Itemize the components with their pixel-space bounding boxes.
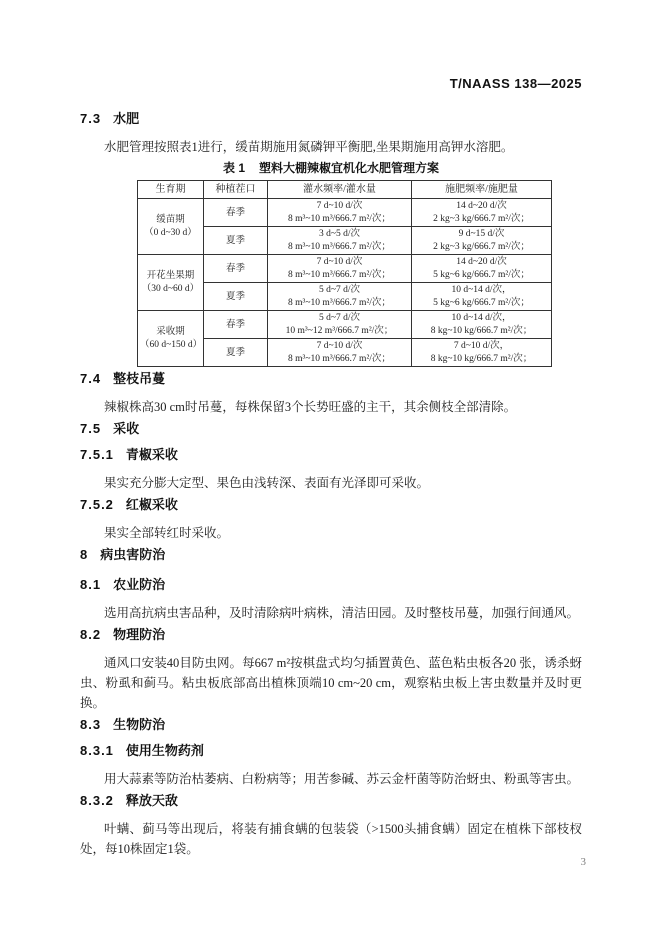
fertilization-frequency: 9 d~15 d/次 [458,229,505,239]
stage-range: （60 d~150 d） [140,339,203,350]
paragraph-green-pepper-harvest: 果实充分膨大定型、果色由浅转深、表面有光泽即可采收。 [104,476,430,490]
stage-name: 缓苗期 [156,214,185,225]
col-header-irrigation: 灌水频率/灌水量 [268,181,412,199]
cell-fertilization [412,227,552,255]
fertilization-amount: 8 kg~10 kg/666.7 m²/次； [430,353,533,364]
heading-text: 水肥 [113,111,140,126]
heading-number: 8.1 [80,577,102,592]
heading-text: 采收 [113,421,140,436]
stage-range: （30 d~60 d） [141,283,200,294]
heading-7-3 [80,111,582,127]
heading-text: 使用生物药剂 [125,743,204,758]
table-row [138,199,552,227]
heading-8 [80,547,582,563]
irrigation-frequency: 7 d~10 d/次 [316,257,363,267]
heading-text: 病虫害防治 [100,547,166,562]
table-row [138,311,552,339]
heading-text: 农业防治 [113,577,166,592]
cell-irrigation [268,283,412,311]
heading-number: 7.3 [80,111,102,126]
cell-fertilization [412,255,552,283]
heading-8-3-1 [80,743,582,759]
table-label: 表 1 [222,161,245,175]
fertilization-frequency: 7 d~10 d/次， [453,341,510,351]
heading-text: 红椒采收 [125,497,178,512]
irrigation-amount: 8 m³~10 m³/666.7 m²/次； [288,297,391,308]
paragraph-red-pepper-harvest: 果实全部转红时采收。 [104,526,230,540]
page-number: 3 [580,856,586,868]
cell-irrigation [268,311,412,339]
heading-text: 青椒采收 [125,447,178,462]
cell-irrigation [268,199,412,227]
heading-7-5-2 [80,497,582,513]
cell-fertilization [412,199,552,227]
cell-season: 春季 [204,311,268,339]
heading-text: 生物防治 [113,717,166,732]
fertilization-amount: 5 kg~6 kg/666.7 m²/次； [433,297,530,308]
heading-number: 7.4 [80,371,102,386]
cell-season: 夏季 [204,283,268,311]
stage-range: （0 d~30 d） [144,227,197,238]
cell-season: 春季 [204,255,268,283]
col-header-fertilization: 施肥频率/施肥量 [412,181,552,199]
fertigation-schedule-table [137,180,552,367]
irrigation-amount: 8 m³~10 m³/666.7 m²/次； [288,269,391,280]
table-caption [80,160,582,176]
fertilization-frequency: 10 d~14 d/次， [451,285,512,295]
cell-stage [138,311,204,367]
heading-number: 7.5.2 [80,497,114,512]
heading-8-1 [80,577,582,593]
cell-season: 春季 [204,199,268,227]
heading-text: 释放天敌 [125,793,178,808]
fertilization-amount: 8 kg~10 kg/666.7 m²/次； [430,325,533,336]
heading-7-4 [80,371,582,387]
heading-number: 7.5.1 [80,447,114,462]
heading-7-5-1 [80,447,582,463]
fertilization-frequency: 14 d~20 d/次 [456,201,507,211]
heading-number: 8 [80,547,89,562]
heading-text: 物理防治 [113,627,166,642]
heading-7-5 [80,421,582,437]
table-row [138,255,552,283]
heading-8-2 [80,627,582,643]
cell-stage [138,199,204,255]
cell-fertilization [412,283,552,311]
fertilization-amount: 5 kg~6 kg/666.7 m²/次； [433,269,530,280]
cell-irrigation [268,255,412,283]
cell-irrigation [268,227,412,255]
heading-8-3 [80,717,582,733]
paragraph-agricultural-control: 选用高抗病虫害品种，及时清除病叶病株，清洁田园。及时整枝吊蔓，加强行间通风。 [104,606,580,620]
paragraph-pruning: 辣椒株高30 cm时吊蔓，每株保留3个长势旺盛的主干，其余侧枝全部清除。 [104,400,517,414]
heading-text: 整枝吊蔓 [113,371,166,386]
heading-number: 8.3.2 [80,793,114,808]
irrigation-frequency: 7 d~10 d/次 [316,201,363,211]
heading-number: 8.2 [80,627,102,642]
cell-irrigation [268,339,412,367]
col-header-season: 种植茬口 [204,181,268,199]
irrigation-amount: 8 m³~10 m³/666.7 m²/次； [288,241,391,252]
heading-number: 8.3.1 [80,743,114,758]
cell-fertilization [412,339,552,367]
heading-number: 7.5 [80,421,102,436]
fertilization-frequency: 14 d~20 d/次 [456,257,507,267]
paragraph-bio-pesticide: 用大蒜素等防治枯萎病、白粉病等；用苦参碱、苏云金杆菌等防治蚜虫、粉虱等害虫。 [104,772,580,786]
cell-fertilization [412,311,552,339]
paragraph-natural-enemies: 叶螨、蓟马等出现后，将装有捕食螨的包装袋（>1500头捕食螨）固定在植株下部枝杈处，每10株固定1袋。 [80,822,582,856]
table-header-row [138,181,552,199]
paragraph-water-fertilizer: 水肥管理按照表1进行，缓苗期施用氮磷钾平衡肥,坐果期施用高钾水溶肥。 [104,140,514,154]
irrigation-frequency: 3 d~5 d/次 [318,229,361,239]
cell-stage [138,255,204,311]
col-header-growth-stage: 生育期 [138,181,204,199]
cell-season: 夏季 [204,227,268,255]
standard-number: T/NAASS 138—2025 [449,76,582,91]
fertilization-frequency: 10 d~14 d/次， [451,313,512,323]
cell-season: 夏季 [204,339,268,367]
fertilization-amount: 2 kg~3 kg/666.7 m²/次； [433,241,530,252]
paragraph-physical-control: 通风口安装40目防虫网。每667 m²按棋盘式均匀插置黄色、蓝色粘虫板各20 张，诱杀蚜虫、粉虱和蓟马。粘虫板底部高出植株顶端10 cm~20 cm，观察粘虫板上害虫数量并及时更换。 [80,656,582,710]
heading-8-3-2 [80,793,582,809]
stage-name: 采收期 [156,326,185,337]
irrigation-frequency: 5 d~7 d/次 [318,313,361,323]
heading-number: 8.3 [80,717,102,732]
fertilization-amount: 2 kg~3 kg/666.7 m²/次； [433,213,530,224]
irrigation-frequency: 5 d~7 d/次 [318,285,361,295]
irrigation-amount: 8 m³~10 m³/666.7 m²/次； [288,213,391,224]
stage-name: 开花坐果期 [146,270,195,281]
table-caption-text: 塑料大棚辣椒宜机化水肥管理方案 [259,161,440,175]
irrigation-frequency: 7 d~10 d/次 [316,341,363,351]
irrigation-amount: 10 m³~12 m³/666.7 m²/次； [285,325,394,336]
irrigation-amount: 8 m³~10 m³/666.7 m²/次； [288,353,391,364]
